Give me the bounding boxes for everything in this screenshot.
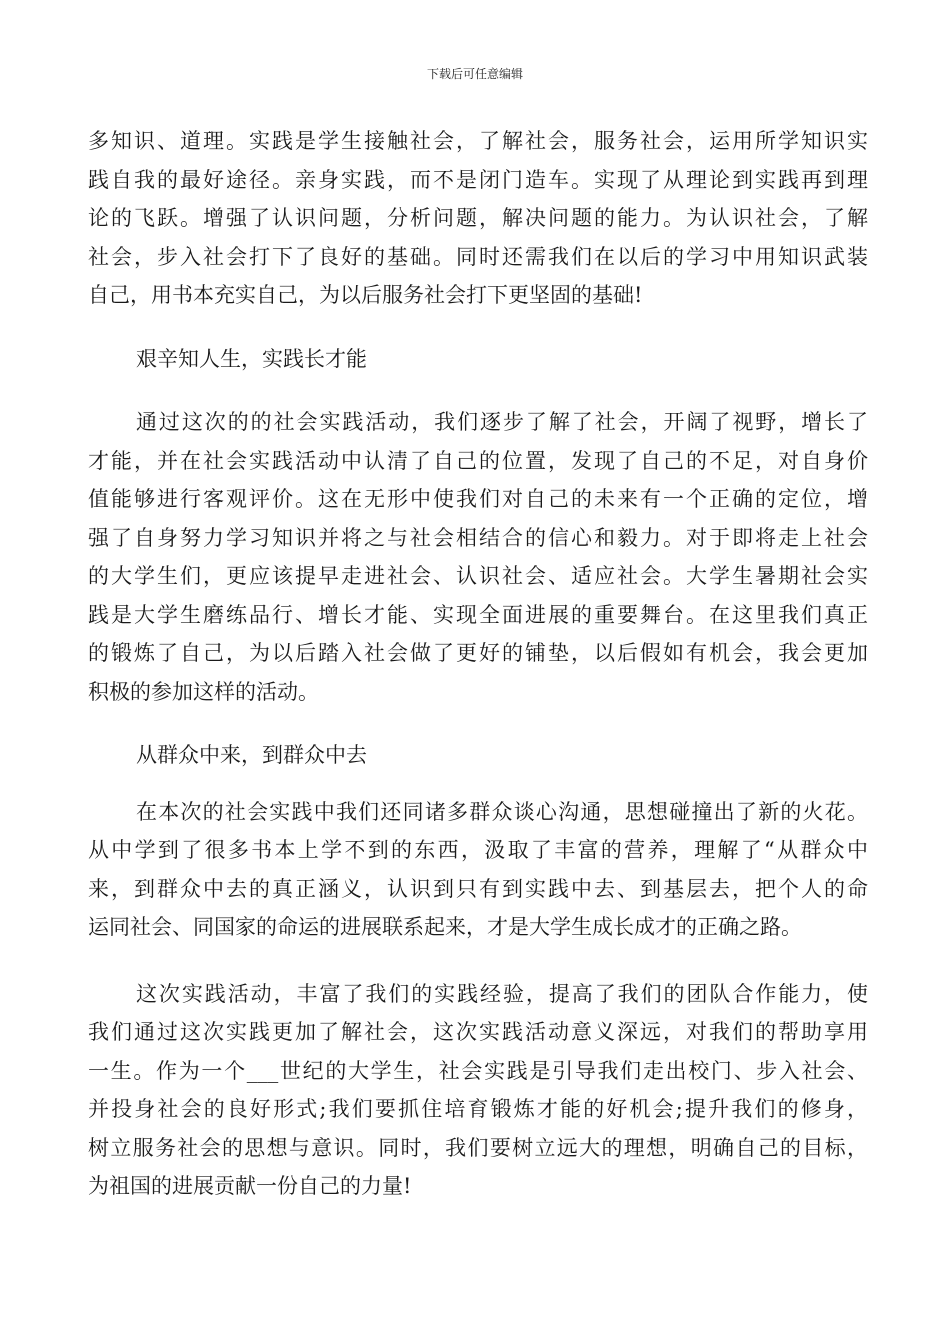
document-body — [88, 122, 868, 1206]
text-line: 从中学到了很多书本上学不到的东西，汲取了丰富的营养，理解了“从群众中 — [88, 838, 868, 862]
text-line: 社会，步入社会打下了良好的基础。同时还需我们在以后的学习中用知识武装 — [88, 244, 868, 269]
text-line: 践是大学生磨练品行、增长才能、实现全面进展的重要舞台。在这里我们真正 — [88, 602, 868, 627]
text-line: 树立服务社会的思想与意识。同时，我们要树立远大的理想，明确自己的目标， — [88, 1135, 868, 1160]
text-line: 为祖国的进展贡献一份自己的力量! — [88, 1174, 412, 1198]
text-line: 的锻炼了自己，为以后踏入社会做了更好的铺垫，以后假如有机会，我会更加 — [88, 641, 868, 665]
page-header: 下载后可任意编辑 — [426, 67, 523, 81]
text-line: 多知识、道理。实践是学生接触社会，了解社会，服务社会，运用所学知识实 — [88, 129, 868, 153]
text-line: 强了自身努力学习知识并将之与社会相结合的信心和毅力。对于即将走上社会 — [88, 525, 868, 550]
text-line: 自己，用书本充实自己，为以后服务社会打下更坚固的基础! — [88, 283, 643, 307]
text-line: 一生。作为一个___世纪的大学生，社会实践是引导我们走出校门、步入社会、 — [88, 1058, 868, 1083]
text-line: 这次实践活动，丰富了我们的实践经验，提高了我们的团队合作能力，使 — [136, 981, 868, 1006]
text-line: 践自我的最好途径。亲身实践，而不是闭门造车。实现了从理论到实践再到理 — [88, 167, 868, 192]
text-line: 值能够进行客观评价。这在无形中使我们对自己的未来有一个正确的定位，增 — [88, 487, 868, 511]
text-line: 积极的参加这样的活动。 — [88, 679, 319, 704]
text-line: 通过这次的的社会实践活动，我们逐步了解了社会，开阔了视野，增长了 — [136, 410, 868, 434]
paragraph-practice — [88, 403, 868, 711]
section-heading: 从群众中来，到群众中去 — [136, 743, 367, 767]
paragraph-conclusion — [88, 975, 868, 1206]
text-line: 在本次的社会实践中我们还同诸多群众谈心沟通，思想碰撞出了新的火花。 — [136, 799, 868, 824]
text-line: 并投身社会的良好形式;我们要抓住培育锻炼才能的好机会;提升我们的修身， — [88, 1097, 868, 1121]
text-line: 运同社会、同国家的命运的进展联系起来，才是大学生成长成才的正确之路。 — [88, 915, 802, 939]
paragraph-intro — [88, 122, 868, 315]
section-heading: 艰辛知人生，实践长才能 — [136, 346, 367, 371]
text-line: 的大学生们，更应该提早走进社会、认识社会、适应社会。大学生暑期社会实 — [88, 564, 868, 588]
text-line: 我们通过这次实践更加了解社会，这次实践活动意义深远，对我们的帮助享用 — [88, 1020, 868, 1044]
text-line: 来，到群众中去的真正涵义，认识到只有到实践中去、到基层去，把个人的命 — [88, 876, 868, 901]
paragraph-masses — [88, 793, 868, 947]
text-line: 才能，并在社会实践活动中认清了自己的位置，发现了自己的不足，对自身价 — [88, 448, 868, 473]
text-line: 论的飞跃。增强了认识问题，分析问题，解决问题的能力。为认识社会，了解 — [88, 206, 868, 230]
